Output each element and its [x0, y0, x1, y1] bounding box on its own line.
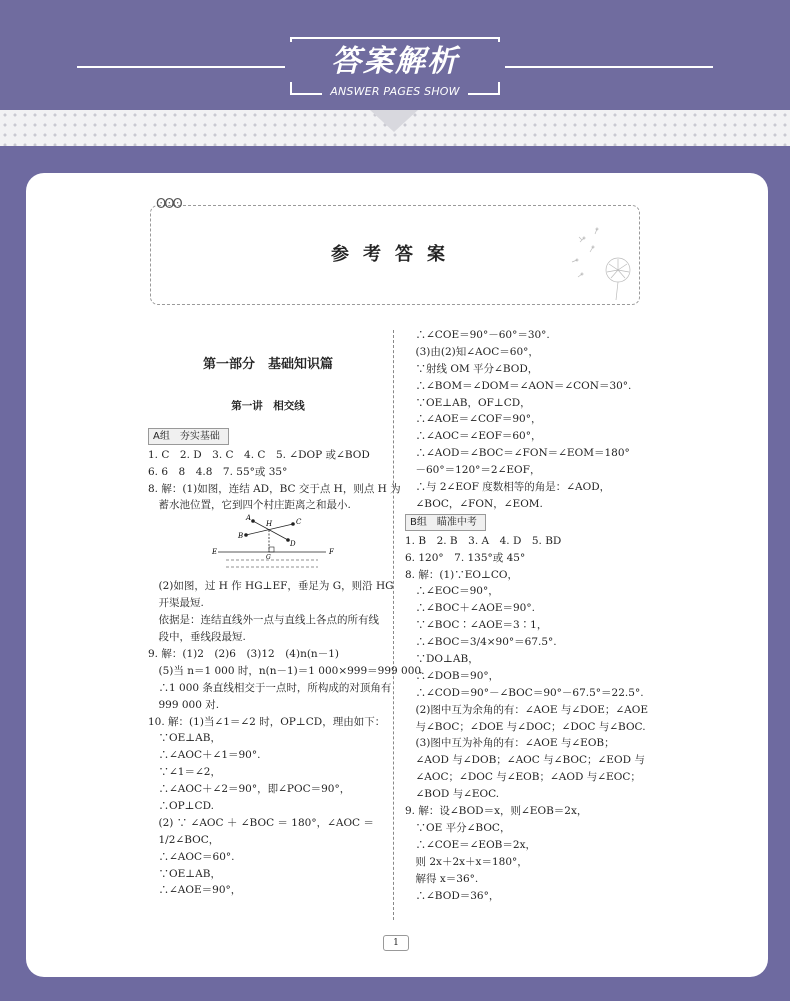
- answer-line: 8. 解：(1)∵EO⊥CO，: [405, 568, 519, 581]
- answer-line: ∴∠AOC＋∠2＝90°，即∠POC＝90°，: [148, 783, 351, 796]
- answer-line: ∴OP⊥CD.: [148, 799, 214, 812]
- answer-line: ∵OE 平分∠BOC，: [405, 821, 511, 834]
- answer-line: ∵DO⊥AB，: [405, 653, 479, 666]
- answer-line: ∴∠BOC＋∠AOE＝90°.: [405, 602, 535, 615]
- answer-line: ∴与 2∠EOF 度数相等的角是：∠AOD，: [405, 481, 611, 494]
- group-a-tag: A组 夯实基础: [148, 428, 229, 445]
- answer-line: (2)图中互为余角的有：∠AOE 与∠DOE；∠AOE: [405, 703, 649, 716]
- answer-line: 则 2x＋2x＋x＝180°，: [405, 855, 528, 868]
- village-diagram: [148, 514, 388, 578]
- label-a: A: [246, 514, 252, 523]
- header-line-left: [77, 66, 285, 68]
- answer-line: ∠BOD 与∠EOC.: [405, 788, 500, 801]
- answer-line: ∵OE⊥AB，: [148, 867, 221, 880]
- right-lines-a: [405, 327, 641, 513]
- column-divider: [393, 330, 394, 920]
- answer-line: 9. 解：设∠BOD＝x，则∠EOB＝2x，: [405, 805, 588, 818]
- label-f: F: [329, 548, 334, 557]
- answer-line: (2)如图，过 H 作 HG⊥EF，垂足为 G，则沿 HG: [148, 580, 394, 593]
- answer-line: ∴∠BOD＝36°，: [405, 889, 500, 902]
- left-lines-before: [148, 447, 401, 515]
- dandelion-icon: [560, 222, 640, 302]
- answer-line: 开渠最短.: [148, 597, 204, 610]
- answer-line: ∴∠AOC＝∠EOF＝60°，: [405, 430, 542, 443]
- label-e: E: [212, 548, 218, 557]
- answer-line: 8. 解：(1)如图，连结 AD，BC 交于点 H，则点 H 为: [148, 482, 401, 495]
- answer-line: 解得 x＝36°.: [405, 872, 479, 885]
- answer-line: ∴∠BOM＝∠DOM＝∠AON＝∠CON＝30°.: [405, 379, 632, 392]
- lecture-title: 第一讲 相交线: [231, 399, 305, 412]
- answer-line: ∵射线 OM 平分∠BOD，: [405, 362, 539, 375]
- answer-line: (3)图中互为补角的有：∠AOE 与∠EOB；: [405, 737, 615, 750]
- answer-line: 蓄水池位置，它到四个村庄距离之和最小.: [148, 499, 351, 512]
- doc-title: 参考答案: [331, 244, 459, 265]
- answer-line: 9. 解：(1)2 (2)6 (3)12 (4)n(n－1): [148, 647, 339, 660]
- header-title: 答案解析: [290, 42, 500, 82]
- answer-line: 6. 120° 7. 135°或 45°: [405, 551, 526, 564]
- label-d: D: [290, 540, 296, 549]
- answer-line: ∵OE⊥AB，OF⊥CD，: [405, 396, 531, 409]
- answer-line: ∠AOD 与∠DOB；∠AOC 与∠BOC；∠EOD 与: [405, 754, 645, 767]
- answer-line: 段中，垂线段最短.: [148, 631, 246, 644]
- answer-line: ∴∠AOC＝60°.: [148, 850, 235, 863]
- answer-line: ∴∠DOB＝90°，: [405, 669, 500, 682]
- answer-line: ∴∠COD＝90°－∠BOC＝90°－67.5°＝22.5°.: [405, 686, 644, 699]
- answer-line: 1. B 2. B 3. A 4. D 5. BD: [405, 534, 562, 547]
- label-c: C: [296, 518, 302, 527]
- answer-line: 与∠BOC；∠DOE 与∠DOC；∠DOC 与∠BOC.: [405, 720, 646, 733]
- answer-line: －60°＝120°＝2∠EOF，: [405, 464, 541, 477]
- answer-line: ∴∠AOC＋∠1＝90°.: [148, 749, 261, 762]
- answer-line: (2) ∵ ∠AOC ＋ ∠BOC ＝ 180°，∠AOC ＝: [148, 816, 374, 829]
- answer-line: ∵∠1＝∠2，: [148, 766, 221, 779]
- answer-line: ∴∠COE＝90°－60°＝30°.: [405, 329, 550, 341]
- right-column: [405, 327, 649, 904]
- answer-line: ∴1 000 条直线相交于一点时，所构成的对顶角有: [148, 681, 392, 694]
- group-b-tag: B组 瞄准中考: [405, 514, 486, 531]
- label-g: G: [266, 554, 271, 562]
- answer-line: ∠BOC，∠FON，∠EOM.: [405, 497, 543, 510]
- answer-line: 依据是：连结直线外一点与直线上各点的所有线: [148, 614, 379, 627]
- answer-line: 10. 解：(1)当∠1＝∠2 时，OP⊥CD，理由如下：: [148, 715, 386, 728]
- spiral-icon: ʘʘʘ: [156, 197, 181, 212]
- answer-line: 1. C 2. D 3. C 4. C 5. ∠DOP 或∠BOD: [148, 448, 370, 461]
- answer-line: ∴∠EOC＝90°，: [405, 585, 499, 598]
- answer-line: 1/2∠BOC，: [148, 833, 220, 846]
- answer-line: ∴∠AOE＝90°，: [148, 884, 242, 897]
- right-lines-b: [405, 533, 649, 905]
- answer-line: 999 000 对.: [148, 698, 220, 711]
- answer-line: ∵∠BOC∶∠AOE＝3∶1，: [405, 619, 548, 632]
- page-number: 1: [383, 935, 409, 951]
- left-lines-after: [148, 578, 425, 899]
- left-column: [148, 327, 425, 899]
- answer-line: (3)由(2)知∠AOC＝60°，: [405, 345, 539, 358]
- answer-line: ∴∠BOC＝3/4×90°＝67.5°.: [405, 636, 557, 649]
- header-line-right: [505, 66, 713, 68]
- band-notch: [370, 110, 418, 132]
- part-title: 第一部分 基础知识篇: [202, 357, 333, 372]
- answer-line: (5)当 n＝1 000 时，n(n－1)＝1 000×999＝999 000.: [148, 664, 425, 677]
- answer-line: ∴∠AOE＝∠COF＝90°，: [405, 413, 542, 426]
- answer-line: ∵OE⊥AB，: [148, 732, 221, 745]
- answer-line: ∴∠COE＝∠EOB＝2x，: [405, 838, 536, 851]
- label-b: B: [238, 532, 244, 541]
- label-h: H: [266, 520, 273, 529]
- header-subtitle: ANSWER PAGES SHOW: [322, 84, 468, 100]
- answer-line: 6. 6 8 4.8 7. 55°或 35°: [148, 465, 288, 478]
- answer-line: ∴∠AOD＝∠BOC＝∠FON＝∠EOM＝180°: [405, 447, 630, 460]
- answer-line: ∠AOC；∠DOC 与∠EOB；∠AOD 与∠EOC；: [405, 771, 641, 784]
